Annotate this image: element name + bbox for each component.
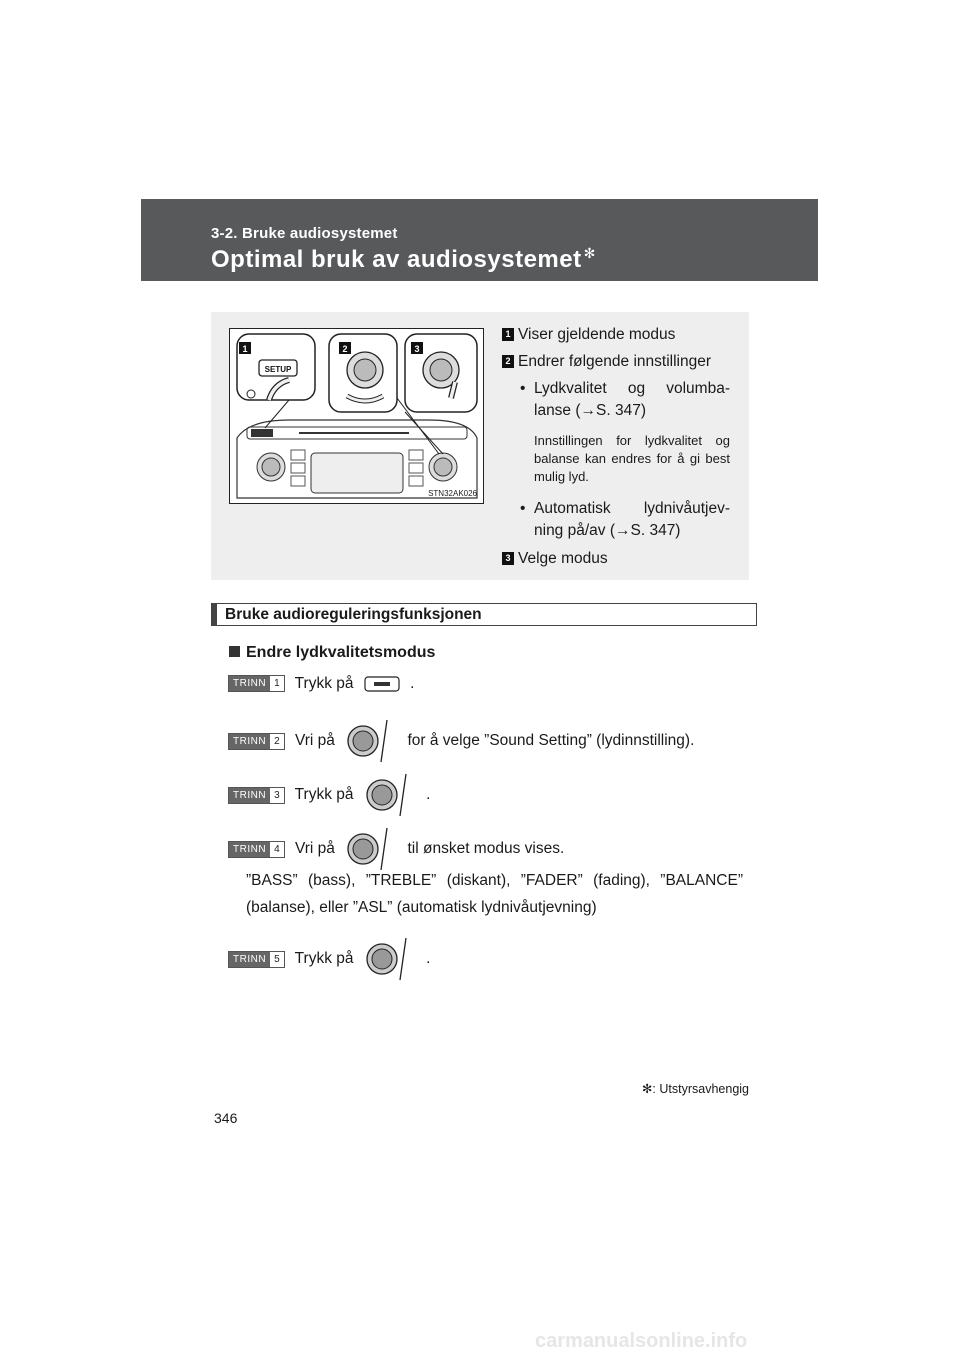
step-text-after: . bbox=[426, 950, 431, 968]
audio-unit-illustration bbox=[229, 328, 484, 504]
step-badge-5 bbox=[228, 951, 285, 968]
step-badge-2 bbox=[228, 733, 285, 750]
legend-number-1: 1 bbox=[502, 328, 514, 341]
section-label: 3-2. Bruke audiosystemet bbox=[211, 225, 398, 242]
step-4 bbox=[228, 826, 565, 858]
legend-number-3: 3 bbox=[502, 552, 514, 565]
step-text-after: for å velge ”Sound Setting” (lydinnstilling). bbox=[407, 732, 695, 750]
title-mark: ✻ bbox=[583, 245, 596, 261]
footnote: ✻: Utstyrsavhengig bbox=[641, 1082, 749, 1096]
legend-note: Innstillingen for lydkvalitet og balanse kan endres for å gi best mulig lyd. bbox=[534, 433, 730, 484]
setup-button-icon bbox=[364, 676, 400, 692]
legend-text-1: Viser gjeldende modus bbox=[518, 326, 676, 343]
step-number: 5 bbox=[270, 952, 284, 967]
legend-text-2: Endrer følgende innstillinger bbox=[518, 353, 711, 370]
legend-number-2: 2 bbox=[502, 355, 514, 368]
tune-knob-icon bbox=[343, 826, 399, 872]
legend-item-3 bbox=[502, 548, 730, 570]
subsection-title bbox=[229, 644, 435, 662]
tune-knob-icon bbox=[343, 718, 399, 764]
step-number: 1 bbox=[270, 676, 284, 691]
watermark-logo bbox=[535, 1329, 955, 1351]
legend-item-2 bbox=[502, 351, 730, 373]
callout-2: 2 bbox=[342, 344, 348, 354]
step-text-after: . bbox=[410, 675, 415, 692]
step-badge-3 bbox=[228, 787, 285, 804]
watermark-text: carmanualsonline.info bbox=[535, 1330, 748, 1351]
step-text-before: Trykk på bbox=[294, 950, 354, 968]
legend-item-1 bbox=[502, 324, 730, 346]
step-text-after: . bbox=[426, 786, 431, 804]
step-3 bbox=[228, 772, 431, 804]
legend-text-3: Velge modus bbox=[518, 550, 608, 567]
step-badge-4 bbox=[228, 841, 285, 858]
square-bullet-icon bbox=[229, 646, 240, 657]
page-title-text: Optimal bruk av audiosystemet bbox=[211, 246, 582, 273]
section-subheading: Bruke audioreguleringsfunksjonen bbox=[211, 603, 757, 626]
legend-bullet-asl: • Automatisk lydnivåutjev-ning på/av (→S. 347) bbox=[502, 498, 730, 542]
tune-knob-icon bbox=[362, 936, 418, 982]
legend-bullet-sound-quality: • Lydkvalitet og volumba-lanse (→S. 347) bbox=[502, 378, 730, 422]
step-number: 4 bbox=[270, 842, 284, 857]
step-text-before: Trykk på bbox=[294, 675, 354, 692]
info-panel bbox=[211, 312, 749, 580]
audio-unit-drawing bbox=[229, 328, 484, 504]
chapter-header bbox=[141, 199, 818, 281]
setup-label: SETUP bbox=[264, 365, 292, 374]
step-1 bbox=[228, 671, 414, 697]
step-word: TRINN bbox=[229, 676, 270, 691]
figure-code: STN32AK026 bbox=[428, 489, 477, 498]
subsection-text: Endre lydkvalitetsmodus bbox=[246, 644, 436, 661]
page-title bbox=[211, 245, 596, 274]
step-number: 3 bbox=[270, 788, 284, 803]
page-number: 346 bbox=[214, 1110, 238, 1126]
step-text-before: Vri på bbox=[294, 732, 335, 750]
step-word: TRINN bbox=[229, 842, 270, 857]
step-text-before: Trykk på bbox=[294, 786, 354, 804]
step-text-after: til ønsket modus vises. bbox=[407, 840, 565, 858]
legend bbox=[502, 324, 730, 575]
step-word: TRINN bbox=[229, 788, 270, 803]
step-5 bbox=[228, 936, 431, 968]
step-2 bbox=[228, 718, 695, 750]
callout-3: 3 bbox=[414, 344, 420, 354]
step-number: 2 bbox=[270, 734, 284, 749]
step-word: TRINN bbox=[229, 952, 270, 967]
mode-list-text: ”BASS” (bass), ”TREBLE” (diskant), ”FADER” (fading), ”BALANCE” (balanse), eller ”ASL” (automatisk lydnivåutjevning) bbox=[246, 872, 743, 916]
step-badge-1 bbox=[228, 675, 285, 692]
step-text-before: Vri på bbox=[294, 840, 335, 858]
callout-1: 1 bbox=[242, 344, 248, 354]
step-word: TRINN bbox=[229, 734, 270, 749]
tune-knob-icon bbox=[362, 772, 418, 818]
